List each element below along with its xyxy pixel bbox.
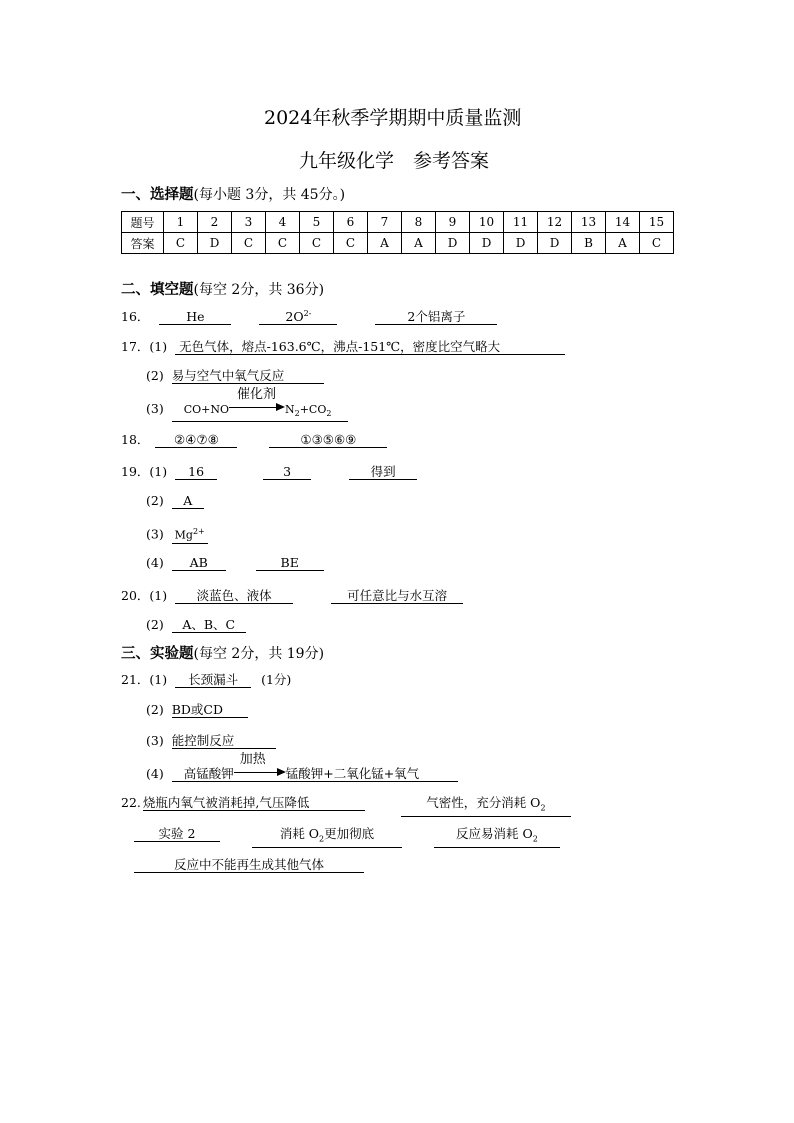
answer-cell: D [504, 233, 538, 254]
q19-p3-ion: Mg [174, 528, 193, 542]
q22-answer-3: 实验 2 [134, 826, 220, 842]
q20-number: 20． [121, 588, 150, 603]
q19-p4-label: (4) [146, 555, 164, 570]
q22-line-1 [121, 795, 571, 817]
question-number-row [122, 212, 674, 233]
catalyst-arrow [229, 387, 285, 413]
q16-answer-2 [259, 306, 337, 325]
question-number-cell: 4 [266, 212, 300, 233]
answer-cell: C [266, 233, 300, 254]
question-number-cell: 11 [504, 212, 538, 233]
q21-p4-label: (4) [146, 766, 164, 781]
q17-p3-reactants: CO+NO [183, 403, 229, 416]
q17-p3-product-n: N [285, 403, 295, 416]
q19-p1-answer-1: 16 [175, 464, 217, 480]
q18-number: 18． [121, 432, 150, 447]
q22-answer-5-text: 反应易消耗 O [456, 826, 533, 841]
section-1-note: (每小题 3分，共 45分。) [193, 187, 346, 203]
question-number-cell: 1 [164, 212, 198, 233]
q22-line-3 [134, 857, 364, 873]
q22-answer-2 [401, 795, 571, 817]
q20-p1-answer-2: 可任意比与水互溶 [331, 588, 463, 604]
answer-cell: D [538, 233, 572, 254]
heating-label: 加热 [239, 752, 266, 767]
q22-line-2 [134, 826, 560, 848]
q22-answer-4-sub: 2 [319, 834, 325, 844]
page-subtitle: 九年级化学 参考答案 [299, 150, 490, 172]
q18-line [121, 430, 387, 448]
q16-answer-2-text: 2O [285, 309, 304, 325]
q19-p1-answer-3: 得到 [349, 464, 417, 480]
q21-p1-answer: 长颈漏斗 [175, 672, 251, 688]
section-1-heading [121, 183, 345, 204]
q21-p2-answer: BD或CD [172, 702, 248, 718]
question-number-cell: 15 [640, 212, 674, 233]
answer-cell: D [198, 233, 232, 254]
q21-p1-note: (1分) [261, 672, 292, 687]
q22-answer-2-text: 气密性，充分消耗 O [426, 795, 541, 810]
q17-p3-line [146, 387, 348, 422]
q22-answer-4-text: 消耗 O [279, 826, 320, 841]
answer-cell: D [436, 233, 470, 254]
q17-p3-product-co-sub: 2 [326, 409, 332, 419]
q21-p2-label: (2) [146, 702, 164, 717]
question-number-cell: 6 [334, 212, 368, 233]
answer-cell: A [368, 233, 402, 254]
q19-p4-answer-1: AB [172, 555, 226, 571]
answer-cell: C [334, 233, 368, 254]
q21-p3-answer: 能控制反应 [172, 733, 276, 749]
answer-cell: D [470, 233, 504, 254]
q19-p1-line [121, 462, 417, 480]
row-label-answer: 答案 [122, 233, 164, 254]
q21-p4-line [146, 752, 458, 782]
q22-answer-4 [252, 826, 402, 848]
q16-answer-3: 2个铝离子 [375, 309, 497, 325]
answer-cell: A [402, 233, 436, 254]
page-title: 2024年秋季学期期中质量监测 [264, 107, 522, 129]
q22-answer-1: 烧瓶内氧气被消耗掉,气压降低 [143, 795, 365, 811]
q22-number: 22. [121, 795, 141, 810]
q20-p1-answer-1: 淡蓝色、液体 [175, 588, 293, 604]
section-2-title: 二、填空题 [121, 282, 194, 298]
q20-p2-label: (2) [146, 617, 164, 632]
question-number-cell: 5 [300, 212, 334, 233]
q17-p2-label: (2) [146, 368, 164, 383]
q17-p3-product-n-sub: 2 [294, 409, 300, 419]
q21-p3-line [146, 733, 276, 749]
q17-p1-label: (1) [149, 339, 168, 354]
section-3-title: 三、实验题 [121, 646, 194, 662]
q22-answer-5-sub: 2 [532, 834, 538, 844]
q19-p1-answer-2: 3 [263, 464, 311, 480]
q22-answer-2-sub: 2 [540, 803, 546, 813]
question-number-cell: 12 [538, 212, 572, 233]
answer-cell: C [164, 233, 198, 254]
answer-cell: A [606, 233, 640, 254]
q16-answer-2-charge: 2- [303, 309, 312, 318]
q20-p2-line [146, 617, 246, 633]
q21-p1-line [121, 670, 291, 688]
q17-p3-label: (3) [146, 401, 164, 416]
q21-p4-reactant: 高锰酸钾 [183, 766, 234, 781]
q21-number: 21． [121, 672, 150, 687]
q19-p2-line [146, 493, 204, 509]
question-number-cell: 3 [232, 212, 266, 233]
q19-p2-answer: A [172, 493, 204, 509]
catalyst-label: 催化剂 [237, 387, 277, 402]
question-number-cell: 14 [606, 212, 640, 233]
answer-cell: C [640, 233, 674, 254]
q17-p1-answer: 无色气体，熔点-163.6℃，沸点-151℃，密度比空气略大 [175, 339, 565, 355]
q22-answer-4-tail: 更加彻底 [324, 826, 375, 841]
section-3-note: (每空 2分，共 19分) [193, 646, 325, 662]
q20-p1-label: (1) [149, 588, 168, 603]
q19-p3-answer [172, 524, 208, 544]
question-number-cell: 2 [198, 212, 232, 233]
answer-row [122, 233, 674, 254]
q19-p3-line [146, 524, 208, 544]
answer-cell: B [572, 233, 606, 254]
answer-table [121, 211, 674, 254]
q19-p3-charge: 2+ [192, 527, 205, 536]
q16-answer-1: He [159, 309, 231, 325]
q17-p3-product-co: +CO [299, 403, 327, 416]
q19-p1-label: (1) [149, 464, 168, 479]
q17-p2-answer: 易与空气中氧气反应 [172, 368, 324, 384]
q19-p4-answer-2: BE [256, 555, 324, 571]
q21-p2-line [146, 702, 248, 718]
q21-p1-label: (1) [149, 672, 168, 687]
q21-p3-label: (3) [146, 733, 164, 748]
answer-cell: C [300, 233, 334, 254]
q17-p3-equation [172, 387, 348, 422]
q17-p2-line [146, 368, 324, 384]
question-number-cell: 10 [470, 212, 504, 233]
q16-line [121, 306, 497, 325]
q22-answer-5 [434, 826, 560, 848]
q20-p1-line [121, 586, 463, 604]
q19-p4-line [146, 555, 324, 571]
question-number-cell: 8 [402, 212, 436, 233]
q19-p3-label: (3) [146, 526, 164, 542]
q16-number: 16． [121, 309, 150, 325]
question-number-cell: 7 [368, 212, 402, 233]
question-number-cell: 9 [436, 212, 470, 233]
q19-number: 19． [121, 464, 150, 479]
q17-p1-line [121, 337, 565, 355]
q20-p2-answer: A、B、C [172, 617, 246, 633]
q21-p4-products: 锰酸钾+二氧化锰+氧气 [285, 766, 420, 781]
q18-answer-2: ①③⑤⑥⑨ [269, 432, 387, 448]
section-1-title: 一、选择题 [121, 187, 194, 203]
row-label-question: 题号 [122, 212, 164, 233]
q21-p4-equation [172, 752, 458, 782]
answer-cell: C [232, 233, 266, 254]
section-2-heading [121, 278, 324, 299]
heating-arrow [234, 752, 286, 778]
q17-number: 17． [121, 339, 150, 354]
q19-p2-label: (2) [146, 493, 164, 508]
section-3-heading [121, 642, 324, 663]
question-number-cell: 13 [572, 212, 606, 233]
q18-answer-1: ②④⑦⑧ [155, 432, 237, 448]
q22-answer-6: 反应中不能再生成其他气体 [134, 857, 364, 873]
section-2-note: (每空 2分，共 36分) [193, 282, 325, 298]
